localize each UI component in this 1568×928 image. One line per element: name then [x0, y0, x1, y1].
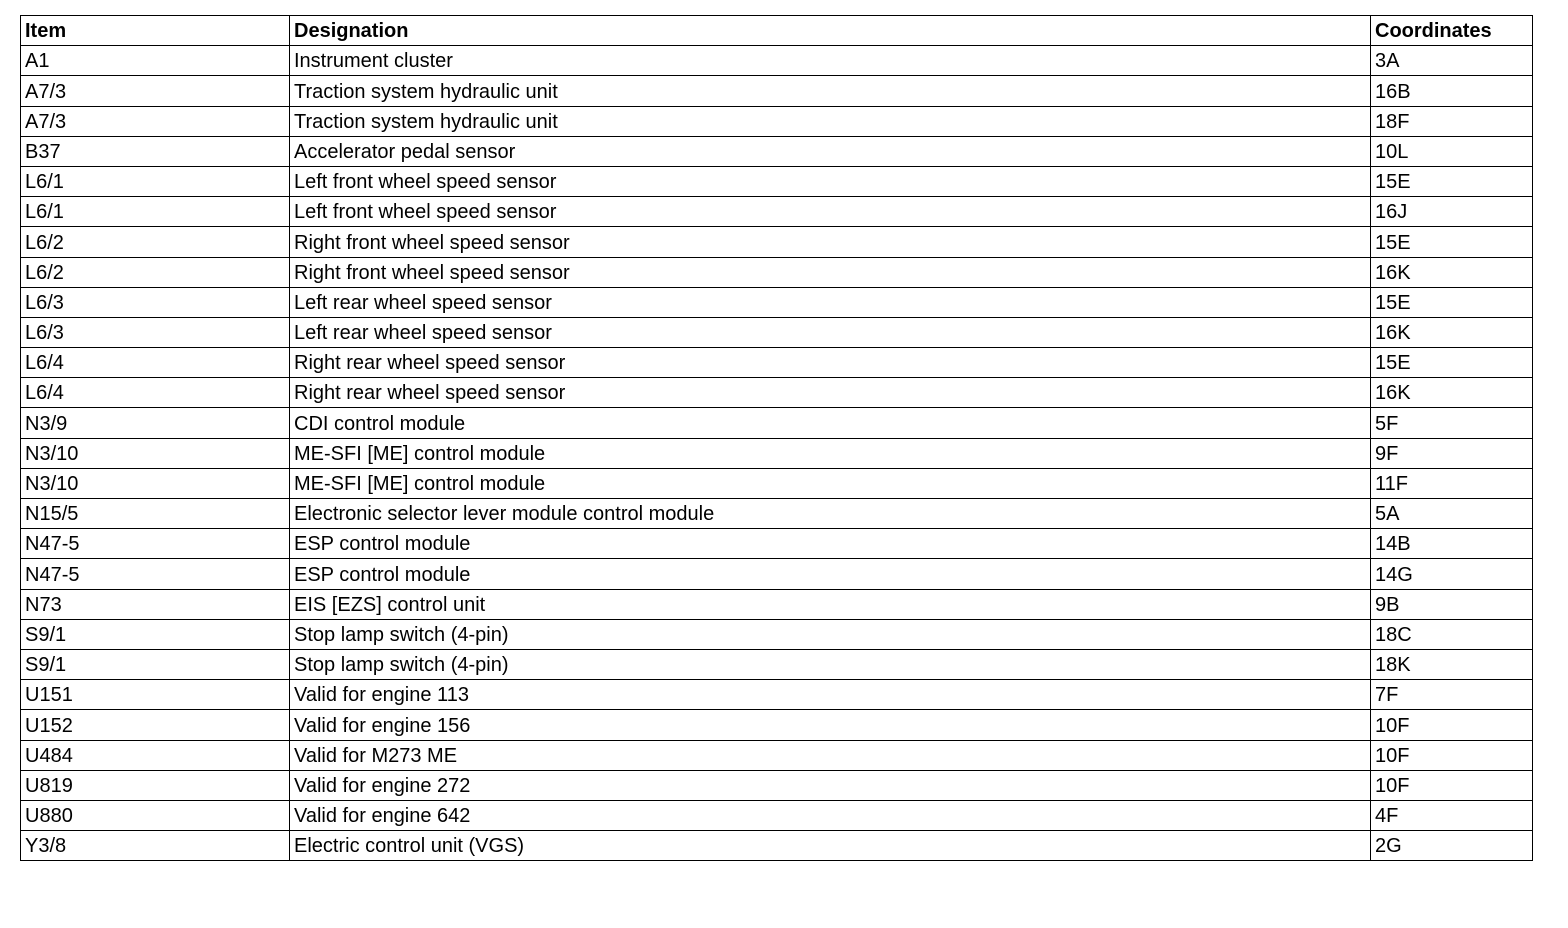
coordinates-cell: 4F	[1371, 800, 1533, 830]
item-cell: N3/9	[21, 408, 290, 438]
coordinates-cell: 2G	[1371, 831, 1533, 861]
designation-cell: Traction system hydraulic unit	[290, 76, 1371, 106]
coordinates-cell: 16J	[1371, 197, 1533, 227]
designation-cell: ESP control module	[290, 559, 1371, 589]
item-cell: N3/10	[21, 468, 290, 498]
item-cell: N47-5	[21, 559, 290, 589]
designation-cell: Left front wheel speed sensor	[290, 197, 1371, 227]
coordinates-cell: 16K	[1371, 378, 1533, 408]
table-row	[21, 408, 1533, 438]
item-cell: L6/3	[21, 317, 290, 347]
item-cell: N73	[21, 589, 290, 619]
designation-cell: CDI control module	[290, 408, 1371, 438]
item-cell: S9/1	[21, 649, 290, 679]
table-row	[21, 680, 1533, 710]
table-row	[21, 589, 1533, 619]
designation-cell: Valid for engine 272	[290, 770, 1371, 800]
table-row	[21, 438, 1533, 468]
designation-cell: Valid for engine 156	[290, 710, 1371, 740]
coordinates-cell: 18C	[1371, 619, 1533, 649]
item-cell: U151	[21, 680, 290, 710]
designation-cell: Right rear wheel speed sensor	[290, 378, 1371, 408]
table-row	[21, 257, 1533, 287]
table-row	[21, 166, 1533, 196]
designation-cell: Stop lamp switch (4-pin)	[290, 619, 1371, 649]
coordinates-cell: 7F	[1371, 680, 1533, 710]
coordinates-cell: 10F	[1371, 770, 1533, 800]
coordinates-cell: 16K	[1371, 317, 1533, 347]
designation-cell: Accelerator pedal sensor	[290, 136, 1371, 166]
table-row	[21, 227, 1533, 257]
item-cell: U819	[21, 770, 290, 800]
header-designation: Designation	[290, 16, 1371, 46]
legend-table-body	[21, 16, 1533, 861]
designation-cell: Traction system hydraulic unit	[290, 106, 1371, 136]
coordinates-cell: 11F	[1371, 468, 1533, 498]
designation-cell: ME-SFI [ME] control module	[290, 438, 1371, 468]
item-cell: U484	[21, 740, 290, 770]
coordinates-cell: 16K	[1371, 257, 1533, 287]
item-cell: N3/10	[21, 438, 290, 468]
component-legend-table	[20, 15, 1533, 861]
coordinates-cell: 5F	[1371, 408, 1533, 438]
designation-cell: Right front wheel speed sensor	[290, 257, 1371, 287]
header-item: Item	[21, 16, 290, 46]
coordinates-cell: 9F	[1371, 438, 1533, 468]
table-row	[21, 529, 1533, 559]
table-row	[21, 106, 1533, 136]
table-row	[21, 559, 1533, 589]
table-row	[21, 499, 1533, 529]
table-row	[21, 831, 1533, 861]
item-cell: L6/1	[21, 166, 290, 196]
coordinates-cell: 10F	[1371, 710, 1533, 740]
item-cell: L6/4	[21, 378, 290, 408]
designation-cell: Electronic selector lever module control module	[290, 499, 1371, 529]
coordinates-cell: 14B	[1371, 529, 1533, 559]
designation-cell: Stop lamp switch (4-pin)	[290, 649, 1371, 679]
designation-cell: Valid for engine 113	[290, 680, 1371, 710]
item-cell: L6/2	[21, 227, 290, 257]
designation-cell: Right rear wheel speed sensor	[290, 348, 1371, 378]
item-cell: U880	[21, 800, 290, 830]
item-cell: L6/3	[21, 287, 290, 317]
coordinates-cell: 9B	[1371, 589, 1533, 619]
designation-cell: Left rear wheel speed sensor	[290, 317, 1371, 347]
item-cell: L6/2	[21, 257, 290, 287]
coordinates-cell: 18F	[1371, 106, 1533, 136]
table-row	[21, 800, 1533, 830]
coordinates-cell: 5A	[1371, 499, 1533, 529]
coordinates-cell: 16B	[1371, 76, 1533, 106]
designation-cell: Valid for engine 642	[290, 800, 1371, 830]
coordinates-cell: 15E	[1371, 227, 1533, 257]
coordinates-cell: 10F	[1371, 740, 1533, 770]
table-row	[21, 378, 1533, 408]
table-row	[21, 348, 1533, 378]
table-row	[21, 770, 1533, 800]
designation-cell: Left rear wheel speed sensor	[290, 287, 1371, 317]
item-cell: B37	[21, 136, 290, 166]
table-row	[21, 649, 1533, 679]
table-row	[21, 136, 1533, 166]
table-row	[21, 468, 1533, 498]
table-row	[21, 197, 1533, 227]
coordinates-cell: 18K	[1371, 649, 1533, 679]
item-cell: S9/1	[21, 619, 290, 649]
table-header-row	[21, 16, 1533, 46]
table-row	[21, 710, 1533, 740]
item-cell: N15/5	[21, 499, 290, 529]
designation-cell: Left front wheel speed sensor	[290, 166, 1371, 196]
table-row	[21, 740, 1533, 770]
item-cell: U152	[21, 710, 290, 740]
coordinates-cell: 3A	[1371, 46, 1533, 76]
coordinates-cell: 15E	[1371, 287, 1533, 317]
item-cell: A1	[21, 46, 290, 76]
designation-cell: Valid for M273 ME	[290, 740, 1371, 770]
designation-cell: ESP control module	[290, 529, 1371, 559]
designation-cell: Right front wheel speed sensor	[290, 227, 1371, 257]
table-row	[21, 76, 1533, 106]
table-row	[21, 46, 1533, 76]
item-cell: N47-5	[21, 529, 290, 559]
table-row	[21, 287, 1533, 317]
item-cell: Y3/8	[21, 831, 290, 861]
item-cell: A7/3	[21, 106, 290, 136]
item-cell: A7/3	[21, 76, 290, 106]
item-cell: L6/1	[21, 197, 290, 227]
table-row	[21, 317, 1533, 347]
designation-cell: ME-SFI [ME] control module	[290, 468, 1371, 498]
coordinates-cell: 15E	[1371, 166, 1533, 196]
designation-cell: Electric control unit (VGS)	[290, 831, 1371, 861]
coordinates-cell: 15E	[1371, 348, 1533, 378]
designation-cell: Instrument cluster	[290, 46, 1371, 76]
coordinates-cell: 14G	[1371, 559, 1533, 589]
header-coordinates: Coordinates	[1371, 16, 1533, 46]
designation-cell: EIS [EZS] control unit	[290, 589, 1371, 619]
coordinates-cell: 10L	[1371, 136, 1533, 166]
item-cell: L6/4	[21, 348, 290, 378]
table-row	[21, 619, 1533, 649]
